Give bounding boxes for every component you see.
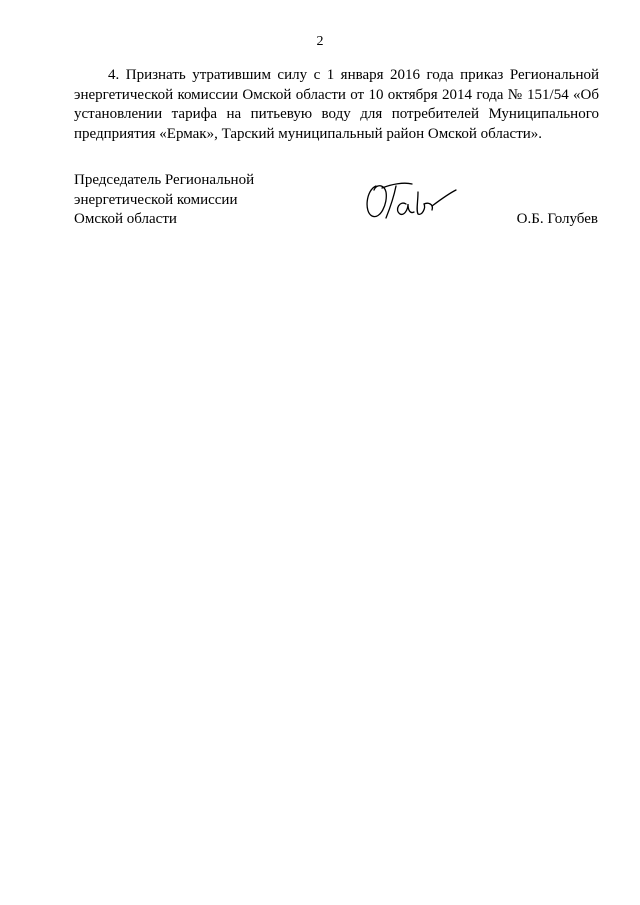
page-number: 2 [316, 34, 324, 49]
signer-title-line: Председатель Региональной [74, 172, 255, 188]
paragraph-line: предприятия «Ермак», Тарский муниципальный район Омской области». [74, 125, 543, 142]
signer-name: О.Б. Голубев [516, 211, 598, 227]
paragraph-line: установлении тарифа на питьевую воду для потребителей Муниципального [74, 106, 599, 122]
decision-paragraph [74, 66, 599, 144]
paragraph-line: 4. Признать утратившим силу с 1 января 2016 года приказ Региональной [108, 67, 599, 83]
handwritten-signature [362, 178, 462, 226]
signer-title-line: энергетической комиссии [74, 191, 238, 208]
paragraph-line: энергетической комиссии Омской области от 10 октября 2014 года № 151/54 «Об [74, 86, 599, 103]
signer-title-line: Омской области [74, 211, 177, 227]
signer-title [74, 171, 254, 230]
